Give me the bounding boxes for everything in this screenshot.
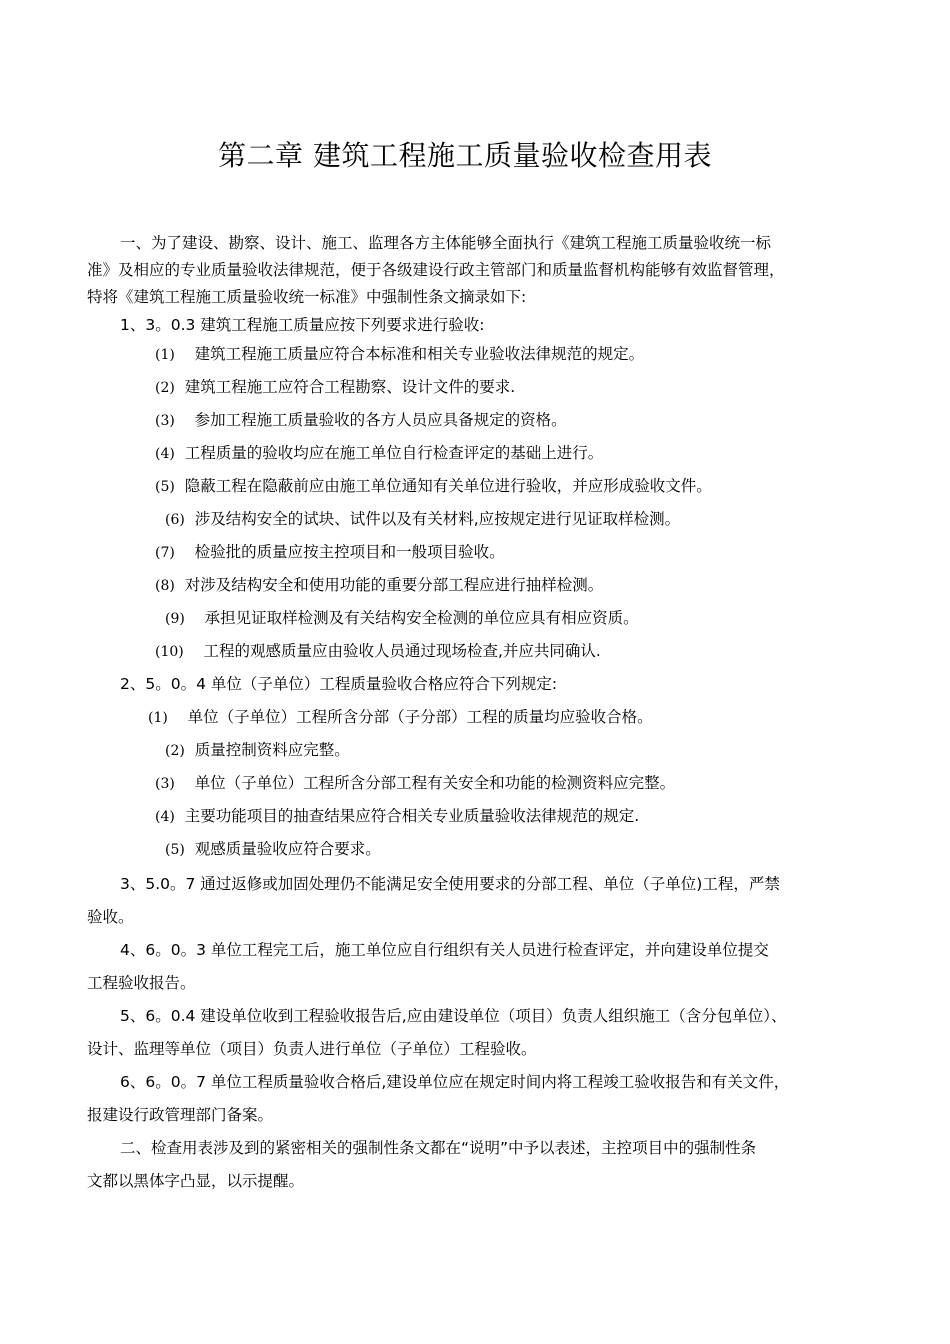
intro-line-1: 一、为了建设、勘察、设计、施工、监理各方主体能够全面执行《建筑工程施工质量验收统一标: [120, 234, 772, 252]
section-2-paragraph: [87, 1132, 857, 1198]
item-text: 单位（子单位）工程所含分部（子分部）工程的质量均应验收合格。: [187, 708, 653, 726]
clause-6-paragraph: [87, 1066, 857, 1132]
clause-4-paragraph: [87, 934, 857, 1000]
item-text: 单位（子单位）工程所含分部工程有关安全和功能的检测资料应完整。: [194, 774, 676, 792]
item-text: 工程的观感质量应由验收人员通过现场检查,并应共同确认.: [203, 642, 601, 660]
item-number: (2): [155, 380, 175, 396]
item-text: 工程质量的验收均应在施工单位自行检查评定的基础上进行。: [184, 444, 604, 462]
item-text: 建筑工程施工质量应符合本标准和相关专业验收法律规范的规定。: [194, 345, 645, 363]
clause-1-heading: 1、3。0.3 建筑工程施工质量应按下列要求进行验收:: [120, 316, 485, 334]
clause-1-item: [165, 508, 680, 531]
item-text: 承担见证取样检测及有关结构安全检测的单位应具有相应资质。: [204, 609, 639, 627]
item-text: 主要功能项目的抽查结果应符合相关专业质量验收法律规范的规定.: [184, 807, 640, 825]
clause-2-item: [148, 706, 653, 729]
clause-1-item: [155, 574, 603, 597]
item-number: (10): [155, 644, 184, 660]
item-number: (5): [155, 479, 175, 495]
clause-4-line-2: 工程验收报告。: [87, 974, 196, 992]
item-text: 参加工程施工质量验收的各方人员应具备规定的资格。: [194, 411, 567, 429]
clause-3-line-2: 验收。: [87, 908, 134, 926]
chapter-title: 第二章 建筑工程施工质量验收检查用表: [218, 139, 712, 172]
item-number: (4): [155, 809, 175, 825]
item-text: 质量控制资料应完整。: [194, 741, 350, 759]
clause-1-item: [155, 475, 712, 498]
item-text: 检验批的质量应按主控项目和一般项目验收。: [194, 543, 505, 561]
item-text: 涉及结构安全的试块、试件以及有关材料,应按规定进行见证取样检测。: [194, 510, 681, 528]
clause-2-heading: 2、5。0。4 单位（子单位）工程质量验收合格应符合下列规定:: [120, 675, 558, 693]
item-number: (2): [165, 743, 185, 759]
item-number: (9): [165, 611, 185, 627]
clause-6-line-1: 6、6。0。7 单位工程质量验收合格后,建设单位应在规定时间内将工程竣工验收报告和有关文件，: [120, 1073, 790, 1091]
clause-2-item: [165, 739, 350, 762]
clause-5-line-1: 5、6。0.4 建设单位收到工程验收报告后,应由建设单位（项目）负责人组织施工（含分包单位）、: [120, 1007, 787, 1025]
clause-2-item: [155, 772, 675, 795]
item-text: 观感质量验收应符合要求。: [194, 840, 381, 858]
clause-5-line-2: 设计、监理等单位（项目）负责人进行单位（子单位）工程验收。: [87, 1040, 537, 1058]
intro-paragraph: [87, 230, 857, 311]
item-number: (5): [165, 842, 185, 858]
clause-4-line-1: 4、6。0。3 单位工程完工后，施工单位应自行组织有关人员进行检查评定，并向建设单位提交: [120, 941, 769, 959]
item-number: (4): [155, 446, 175, 462]
item-number: (6): [165, 512, 185, 528]
item-text: 对涉及结构安全和使用功能的重要分部工程应进行抽样检测。: [184, 576, 604, 594]
item-number: (8): [155, 578, 175, 594]
clause-1-item: [155, 541, 505, 564]
clause-1-item: [155, 376, 515, 399]
clause-1-item: [155, 640, 601, 663]
item-number: (3): [155, 776, 175, 792]
intro-line-2: 准》及相应的专业质量验收法律规范，便于各级建设行政主管部门和质量监督机构能够有效监督管理，: [87, 261, 785, 279]
clause-1-item: [155, 409, 567, 432]
clause-1-item: [155, 343, 644, 366]
item-text: 建筑工程施工应符合工程勘察、设计文件的要求.: [184, 378, 516, 396]
item-text: 隐蔽工程在隐蔽前应由施工单位通知有关单位进行验收，并应形成验收文件。: [184, 477, 712, 495]
clause-2-item: [155, 805, 639, 828]
item-number: (3): [155, 413, 175, 429]
item-number: (1): [155, 347, 175, 363]
clause-3-line-1: 3、5.0。7 通过返修或加固处理仍不能满足安全使用要求的分部工程、单位（子单位)工程，严禁: [120, 875, 780, 893]
section-2-line-2: 文都以黑体字凸显，以示提醒。: [87, 1172, 305, 1190]
item-number: (7): [155, 545, 175, 561]
clause-6-line-2: 报建设行政管理部门备案。: [87, 1106, 274, 1124]
clause-1-item: [155, 442, 603, 465]
clause-5-paragraph: [87, 1000, 857, 1066]
clause-1-item: [165, 607, 639, 630]
clause-2-item: [165, 838, 381, 861]
clause-3-paragraph: [87, 868, 857, 934]
item-number: (1): [148, 710, 168, 726]
intro-line-3: 特将《建筑工程施工质量验收统一标准》中强制性条文摘录如下:: [87, 288, 527, 306]
section-2-line-1: 二、检查用表涉及到的紧密相关的强制性条文都在“说明”中予以表述，主控项目中的强制性条: [120, 1139, 757, 1157]
